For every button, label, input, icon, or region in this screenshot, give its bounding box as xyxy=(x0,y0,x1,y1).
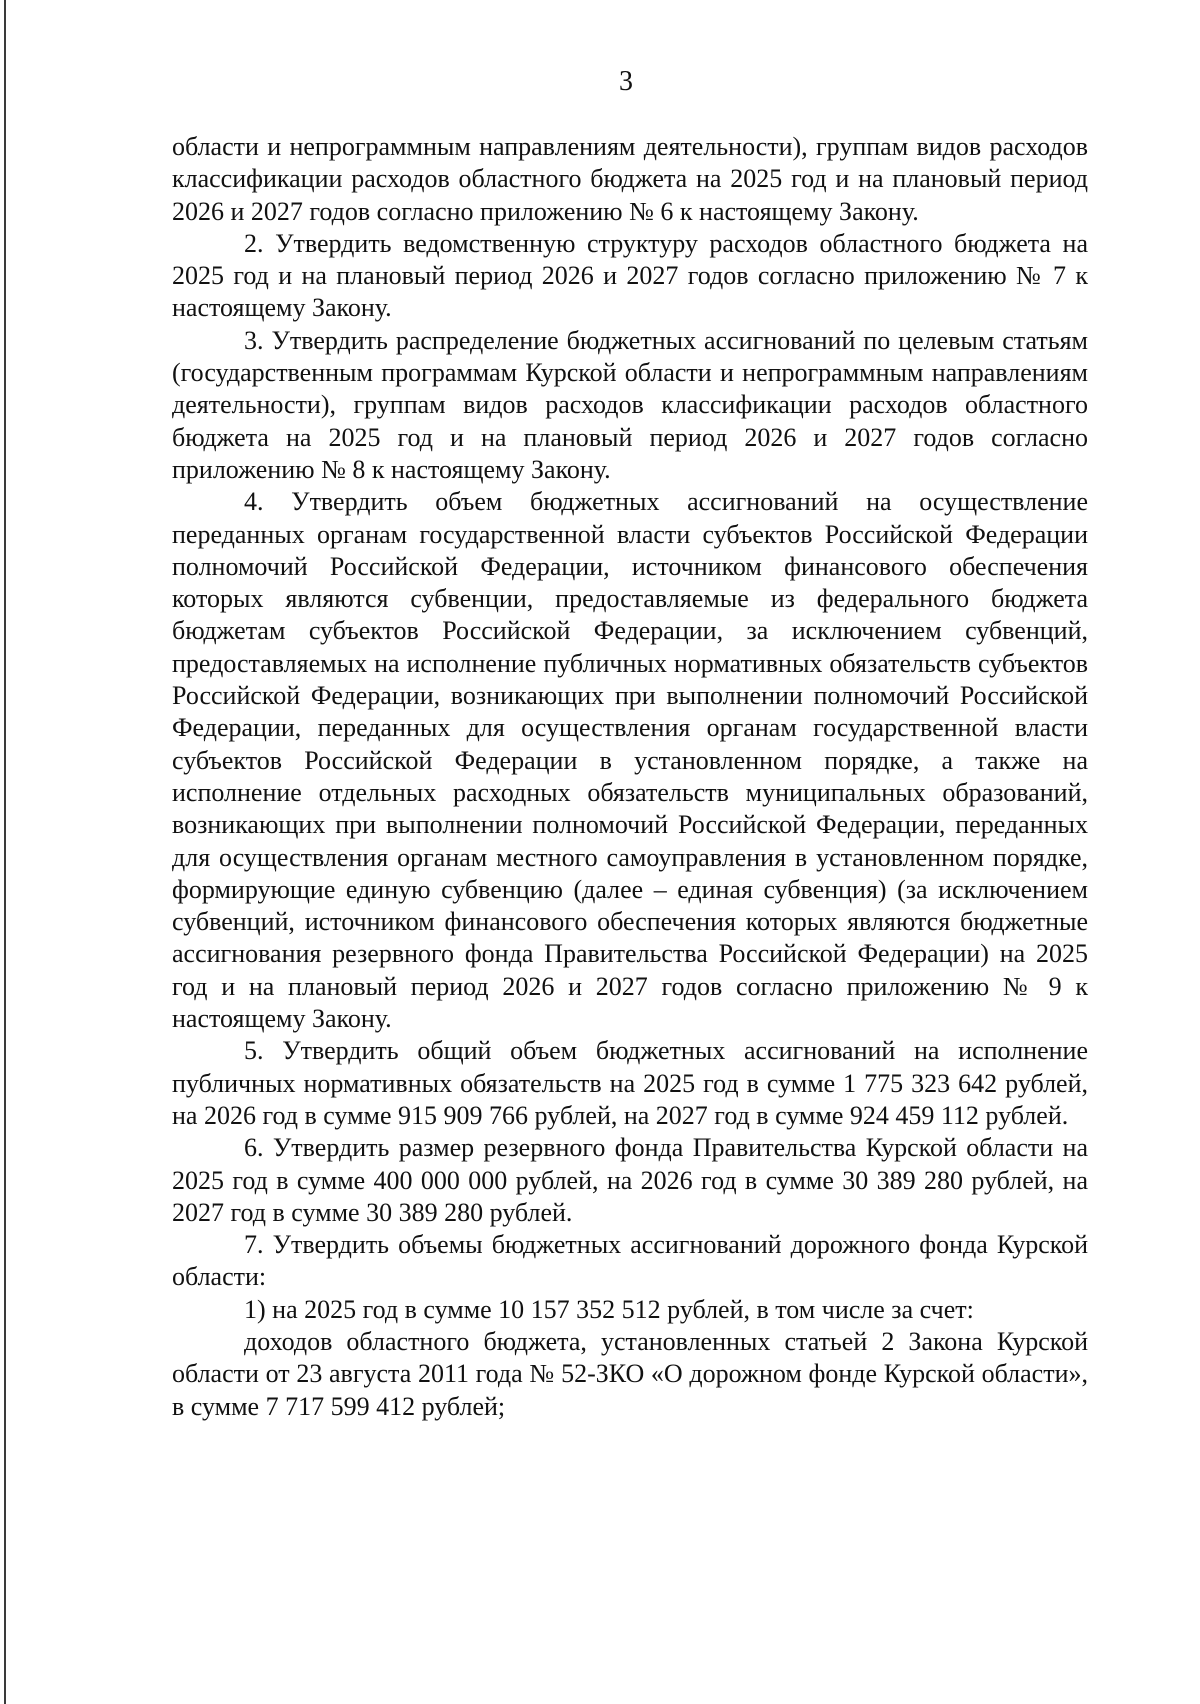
paragraph-item-2: 2. Утвердить ведомственную структуру расходов областного бюджета на 2025 год и на плановый период 2026 и 2027 годов согласно приложению № 7 к настоящему Закону. xyxy=(172,228,1088,323)
paragraph-item-6: 6. Утвердить размер резервного фонда Правительства Курской области на 2025 год в сумме 400 000 000 рублей, на 2026 год в сумме 30 389 280 рублей, на 2027 год в сумме 30 389 280 рублей. xyxy=(172,1133,1088,1227)
page-number: 3 xyxy=(619,66,633,97)
paragraph-item-4: 4. Утвердить объем бюджетных ассигнований на осуществление переданных органам государственной власти субъектов Российской Федерации полномочий Российской Федерации, источником финансового обеспечения которых являются субвенции, предоставляемые из федерального бюджета бюджетам субъектов Российской Федерации, за исключением субвенций, предоставляемых на исполнение публичных нормативных обязательств субъектов Российской Федерации, возникающих при выполнении полномочий Российской Федерации, переданных для осуществления органам государственной власти субъектов Российской Федерации в установленном порядке, а также на исполнение отдельных расходных обязательств муниципальных образований, возникающих при выполнении полномочий Российской Федерации, переданных для осуществления органам местного самоуправления в установленном порядке, формирующие единую субвенцию (далее – единая субвенция) (за исключением субвенций, источником финансового обеспечения которых являются бюджетные ассигнования резервного фонда Правительства Российской Федерации) на 2025 год и на плановый период 2026 и 2027 годов согласно приложению № 9 к настоящему Закону. xyxy=(172,487,1088,1034)
paragraph-item-5: 5. Утвердить общий объем бюджетных ассигнований на исполнение публичных нормативных обязательств на 2025 год в сумме 1 775 323 642 рублей, на 2026 год в сумме 915 909 766 рублей, на 2027 год в сумме 924 459 112 рублей. xyxy=(172,1036,1088,1130)
paragraph-item-3: 3. Утвердить распределение бюджетных ассигнований по целевым статьям (государственным программам Курской области и непрограммным направлениям деятельности), группам видов расходов классификации расходов областного бюджета на 2025 год и на плановый период 2026 и 2027 годов согласно приложению № 8 к настоящему Закону. xyxy=(172,325,1088,484)
paragraph-subitem-1: 1) на 2025 год в сумме 10 157 352 512 рублей, в том числе за счет: xyxy=(244,1294,974,1324)
paragraph-continuation: области и непрограммным направлениям деятельности), группам видов расходов классификации расходов областного бюджета на 2025 год и на плановый период 2026 и 2027 годов согласно приложению № 6 к настоящему Закону. xyxy=(172,132,1088,226)
document-body xyxy=(172,131,1088,1423)
paragraph-item-7: 7. Утвердить объемы бюджетных ассигнований дорожного фонда Курской области: xyxy=(172,1230,1088,1292)
paragraph-subitem-1-detail: доходов областного бюджета, установленных статьей 2 Закона Курской области от 23 августа 2011 года № 52-ЗКО «О дорожном фонде Курской области», в сумме 7 717 599 412 рублей; xyxy=(172,1326,1088,1421)
scan-edge-line xyxy=(4,0,6,1704)
